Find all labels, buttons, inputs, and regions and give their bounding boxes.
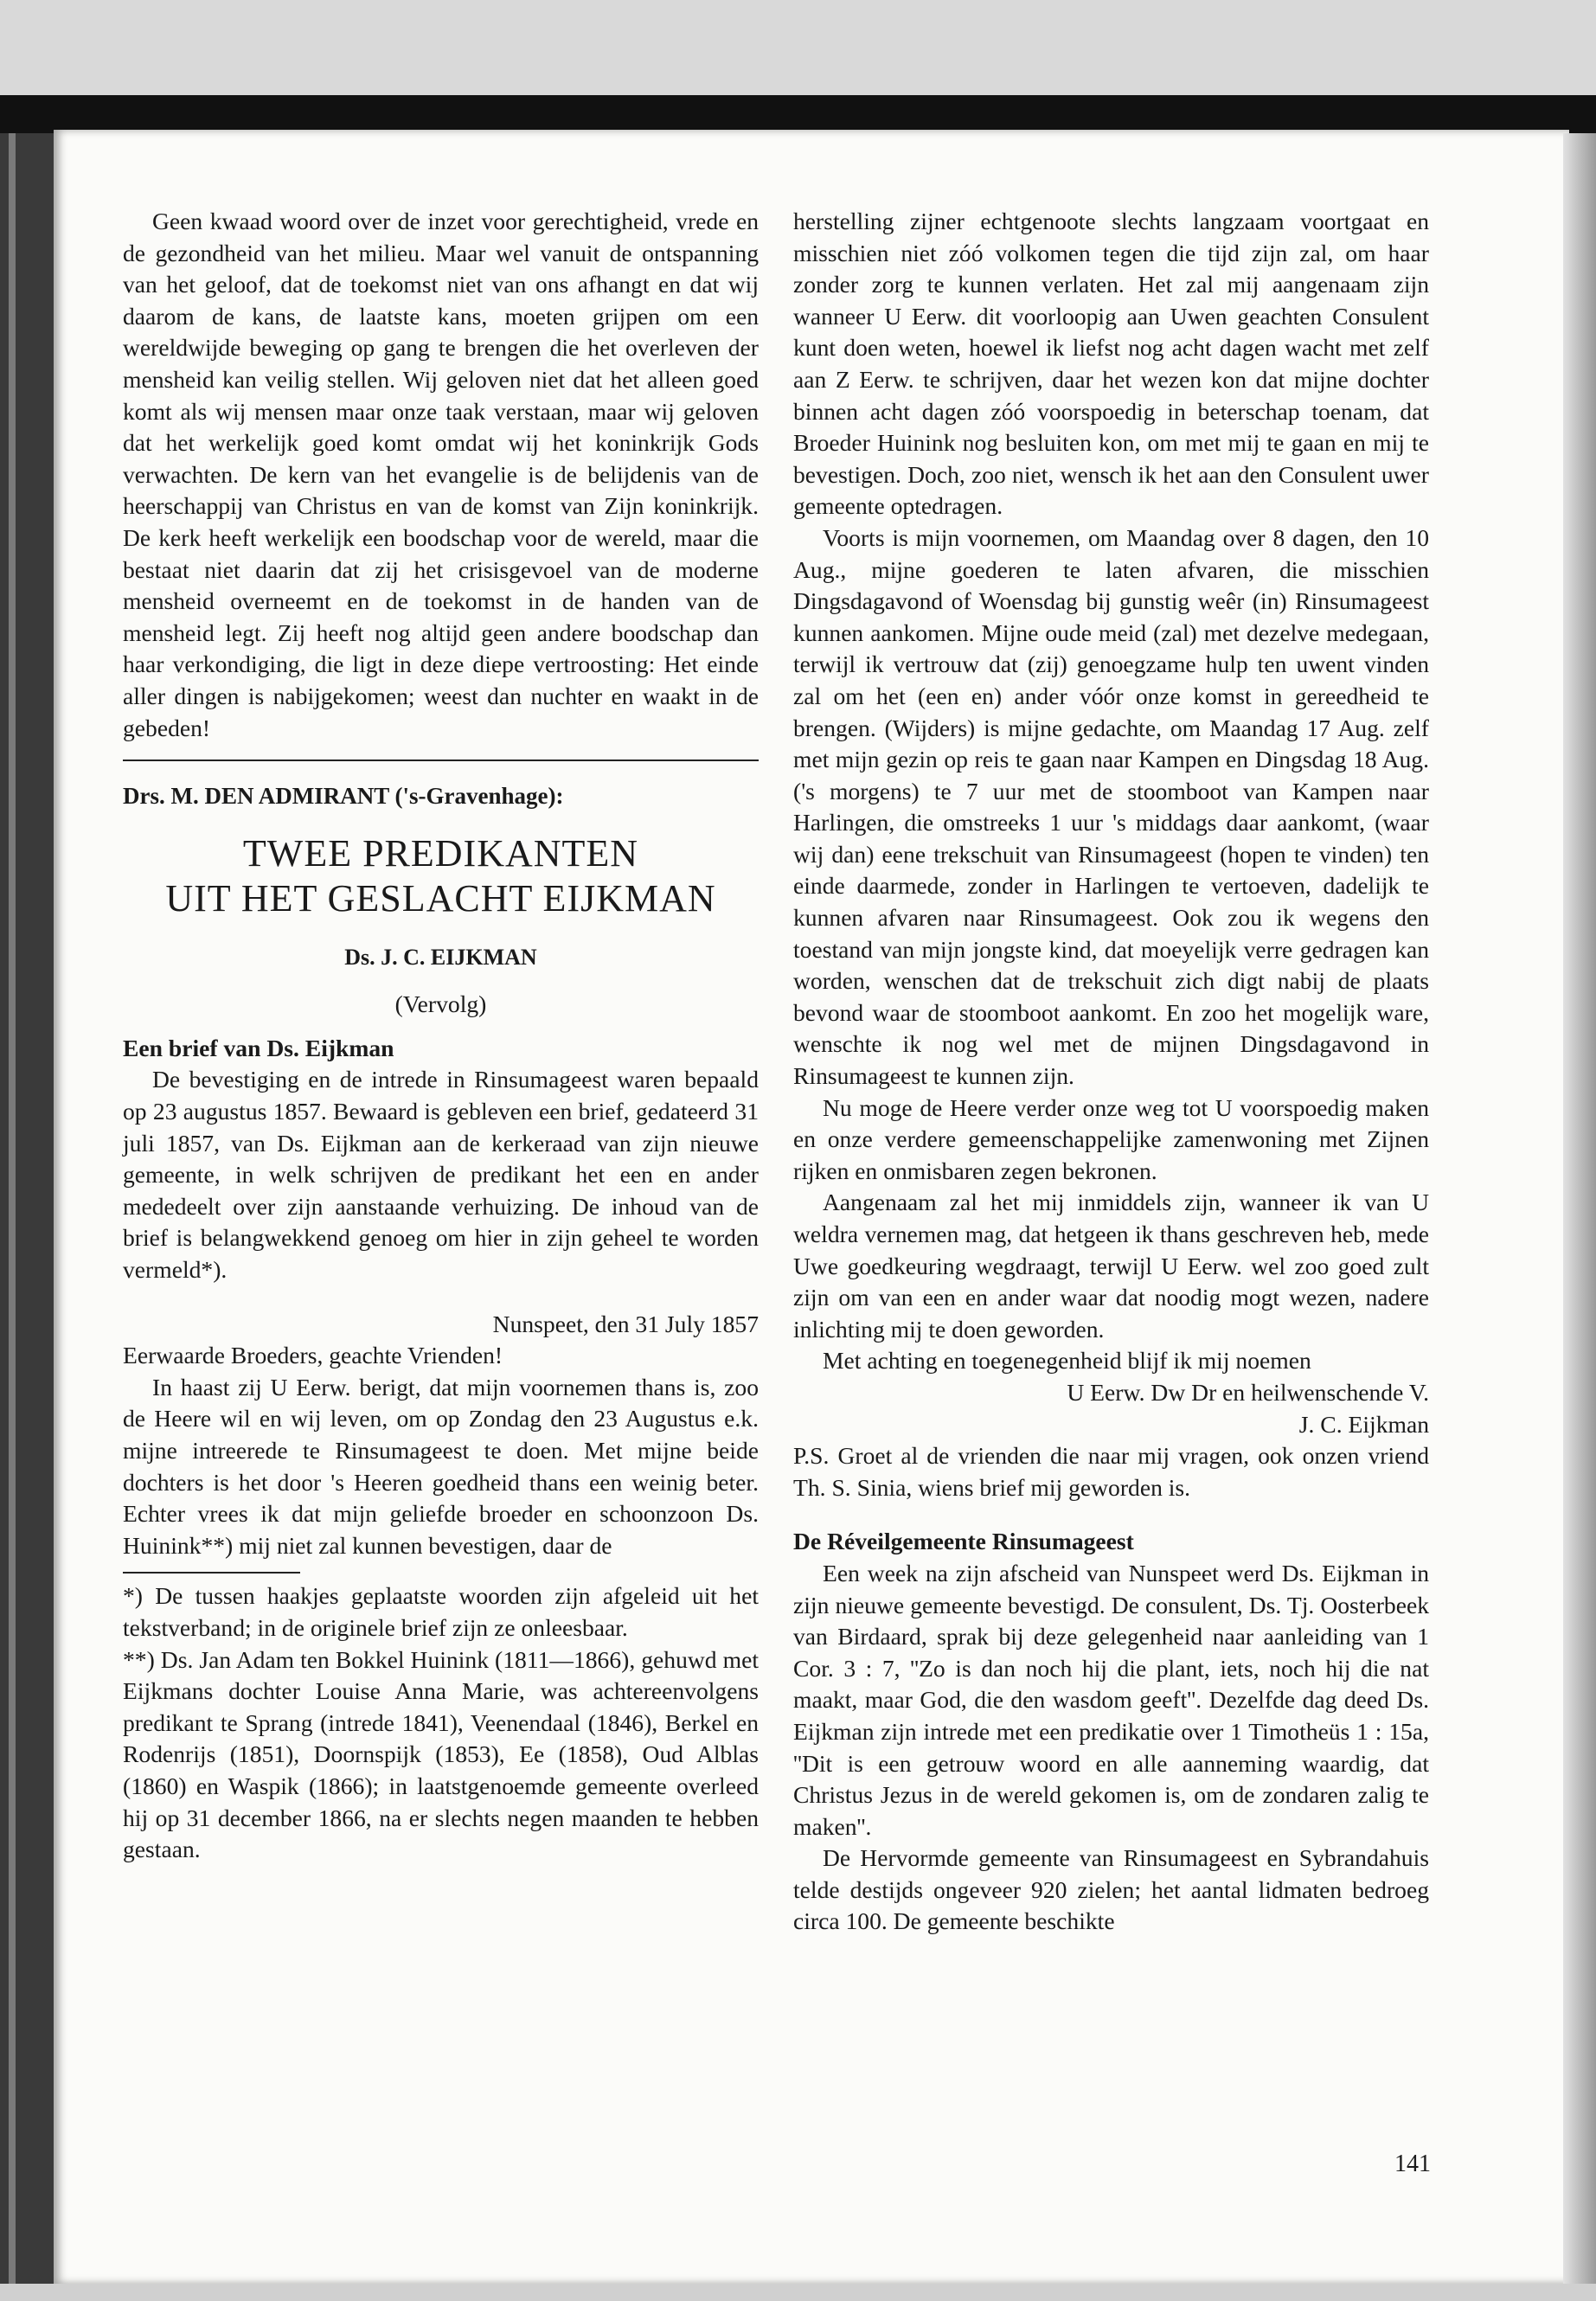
letter-paragraph: Nu moge de Heere verder onze weg tot U voorspoedig maken en onze verdere gemeenschappelijke zamenwoning met Zijnen rijken en onmisbaren zegen bekronen.	[793, 1093, 1429, 1184]
footnote: **) Ds. Jan Adam ten Bokkel Huinink (1811—1866), gehuwd met Eijkmans dochter Louise Anna Marie, was achtereenvolgens predikant te Sprang (intrede 1841), Veenendaal (1846), Berkel en Rodenrijs (1851), Doornspijk (1853), Ee (1858), Oud Alblas (1860) en Waspik (1866); in laatstgenoemde gemeente overleed hij op 31 december 1866, na er slechts negen maanden te hebben gestaan.	[123, 1645, 759, 1863]
left-column	[123, 206, 759, 1866]
article-subtitle: Ds. J. C. EIJKMAN	[344, 944, 537, 970]
page-number: 141	[1394, 2150, 1431, 2177]
article-title-line-2: UIT HET GESLACHT EIJKMAN	[165, 876, 716, 920]
footnotes	[123, 1580, 759, 1865]
paragraph: De bevestiging en de intrede in Rinsumageest waren bepaald op 23 augustus 1857. Bewaard is gebleven een brief, gedateerd 31 juli 1857, van Ds. Eijkman aan de kerkeraad van zijn nieuwe gemeente, in welk schrijven de predikant het een en ander mededeelt over zijn aanstaande verhuizing. De inhoud van de brief is belangwekkend genoeg om hier in zijn geheel te worden vermeld*).	[123, 1066, 759, 1284]
article-author: Drs. M. DEN ADMIRANT ('s-Gravenhage):	[123, 783, 564, 810]
scan-background-bottom	[0, 2284, 1596, 2301]
footnote-divider	[123, 1572, 300, 1574]
letter-place-date: Nunspeet, den 31 July 1857	[492, 1310, 759, 1337]
section-heading: De Réveilgemeente Rinsumageest	[793, 1528, 1134, 1555]
letter-paragraph: Met achting en toegenegenheid blijf ik mij noemen	[823, 1347, 1311, 1375]
scan-dark-band	[0, 95, 1596, 133]
letter-paragraph: herstelling zijner echtgenoote slechts langzaam voortgaat en misschien niet zóó volkomen tegen die tijd zijn zal, om haar zonder zorg te kunnen verlaten. Het zal mij aangenaam zijn wanneer U Eerw. dit voorloopig aan Uwen geachten Consulent kunt doen weten, hoewel ik liefst nog acht dagen wacht met zelf aan Z Eerw. te schrijven, daar het wezen kon dat mijne dochter binnen acht dagen zóó voorspoedig in beterschap toenam, dat Broeder Huinink nog besluiten kon, om met mij te gaan en mij te bevestigen. Doch, zoo niet, wensch ik het aan den Consulent uwer gemeente optedragen.	[793, 208, 1429, 520]
page-edges	[1563, 133, 1596, 2284]
letter-closing: U Eerw. Dw Dr en heilwenschende V.	[1067, 1378, 1429, 1406]
right-column	[793, 206, 1429, 1938]
book-binding-edge	[9, 133, 16, 2284]
continued-note: (Vervolg)	[394, 990, 487, 1018]
letter-paragraph: Voorts is mijn voornemen, om Maandag over 8 dagen, den 10 Aug., mijne goederen te laten afvaren, die misschien Dingsdagavond of Woensdag bij gunstig weêr (in) Rinsumageest kunnen aankomen. Mijne oude meid (zal) met dezelve medegaan, terwijl ik vertrouw dat (zij) genoegzame hulp ten uwent vinden zal om het (een en) ander vóór onze komst in gereedheid te brengen. (Wijders) is mijne gedachte, om Maandag 17 Aug. zelf met mijn gezin op reis te gaan naar Kampen en Dingsdag 18 Aug. ('s morgens) te 7 uur met de stoomboot van Kampen naar Harlingen, die omstreeks 1 uur 's middags daar aankomt, (waar wij dan) eene trekschuit van Rinsumageest (hopen te vinden) ten einde daarmede, zonder in Harlingen te vertoeven, dadelijk te kunnen afvaren naar Rinsumageest. Ook zou ik wegens den toestand van mijn jongste kind, dat moeyelijk verre gedragen kan worden, wenschen dat de trekschuit zich digt nabij de plaats bevond waar de stoomboot aankomt. En zoo het mogelijk ware, wenschte ik nog wel met de mijnen Dingsdagavond in Rinsumageest te kunnen zijn.	[793, 523, 1429, 1090]
letter-salutation: Eerwaarde Broeders, geachte Vrienden!	[123, 1342, 503, 1369]
section-divider	[123, 760, 759, 761]
letter-signature: J. C. Eijkman	[1298, 1410, 1429, 1438]
spacer	[123, 1286, 759, 1309]
letter-paragraph: Aangenaam zal het mij inmiddels zijn, wanneer ik van U weldra vernemen mag, dat hetgeen ik thans geschreven heb, mede Uwe goedkeuring wegdraagt, terwijl U Eerw. wel zoo goed zult zijn om van een en ander waar dat noodig mogt wezen, nadere inlichting mij te doen geworden.	[793, 1189, 1429, 1343]
spacer	[793, 1503, 1429, 1526]
footnote: *) De tussen haakjes geplaatste woorden zijn afgeleid uit het tekstverband; in de originele brief zijn ze onleesbaar.	[123, 1582, 759, 1641]
scan-background-top	[0, 0, 1596, 95]
paragraph: De Hervormde gemeente van Rinsumageest en Sybrandahuis telde destijds ongeveer 920 zielen; het aantal lidmaten bedroeg circa 100. De gemeente beschikte	[793, 1844, 1429, 1935]
letter-paragraph: In haast zij U Eerw. berigt, dat mijn voornemen thans is, zoo de Heere wil en wij leven, om op Zondag den 23 Augustus e.k. mijne intreerede te Rinsumageest te doen. Met mijne beide dochters is het door 's Heeren goedheid thans een weinig beter. Echter vrees ik dat mijn geliefde broeder en schoonzoon Ds. Huinink**) mij niet zal kunnen bevestigen, daar de	[123, 1373, 759, 1559]
paragraph: Een week na zijn afscheid van Nunspeet werd Ds. Eijkman in zijn nieuwe gemeente bevestigd. De consulent, Ds. Tj. Oosterbeek van Birdaard, sprak bij deze gelegenheid naar aanleiding van 1 Cor. 3 : 7, ''Zo is dan noch hij die plant, iets, noch hij die nat maakt, maar God, die den wasdom geeft''. Dezelfde dag deed Ds. Eijkman zijn intrede met een predikatie over 1 Timotheüs 1 : 15a, ''Dit is een getrouw woord en alle aanneming waardig, dat Christus Jezus in de wereld gekomen is, om de zondaren zalig te maken''.	[793, 1559, 1429, 1840]
article-title-line-1: TWEE PREDIKANTEN	[242, 831, 639, 875]
paragraph: Geen kwaad woord over de inzet voor gerechtigheid, vrede en de gezondheid van het milieu. Maar wel vanuit de ontspanning van het geloof, dat de toekomst niet van ons afhangt en dat wij daarom de kans, de laatste kans, moeten grijpen om een wereldwijde beweging op gang te brengen die het overleven der mensheid kan veilig stellen. Wij geloven niet dat het alleen goed komt als wij mensen maar onze taak verstaan, maar wij geloven dat het werkelijk goed komt omdat wij het koninkrijk Gods verwachten. De kern van het evangelie is de belijdenis van de heerschappij van Christus en van de komst van Zijn koninkrijk. De kerk heeft werkelijk een boodschap voor de wereld, maar die bestaat niet daarin dat zij het crisisgevoel van de moderne mensheid overneemt en de toekomst in de handen van de mensheid legt. Zij heeft nog altijd geen andere boodschap dan haar verkondiging, die ligt in deze diepe vertroosting: Het einde aller dingen is nabijgekomen; weest dan nuchter en waakt in de gebeden!	[123, 208, 759, 741]
article-title	[123, 831, 759, 921]
section-heading: Een brief van Ds. Eijkman	[123, 1034, 394, 1061]
letter-postscript: P.S. Groet al de vrienden die naar mij vragen, ook onzen vriend Th. S. Sinia, wiens brief mij geworden is.	[793, 1442, 1429, 1501]
